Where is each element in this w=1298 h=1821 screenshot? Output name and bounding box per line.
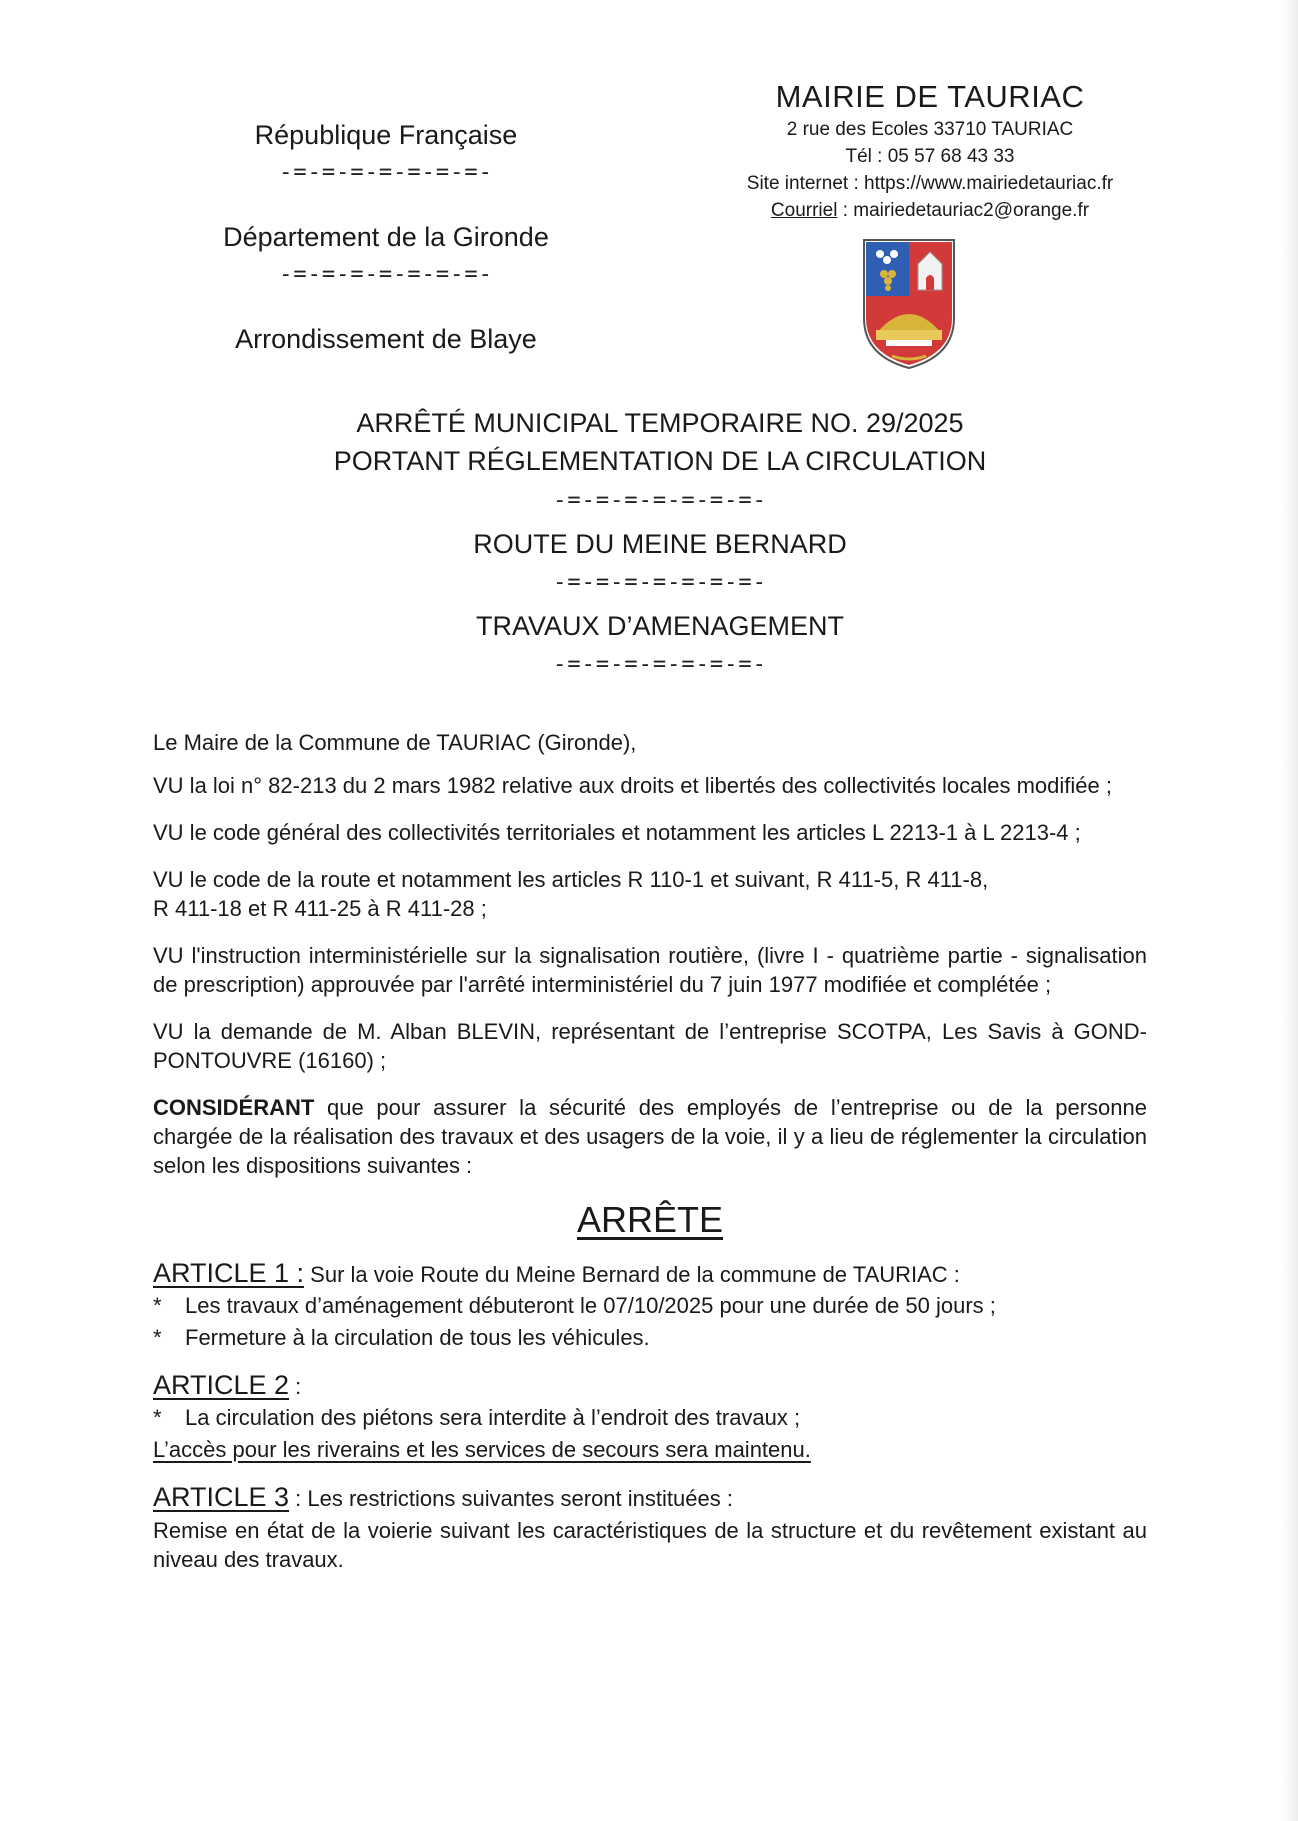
considerant-paragraph (153, 1093, 1147, 1180)
vu-paragraph (153, 818, 1147, 847)
vu-paragraph (153, 865, 1147, 923)
vu-text: la demande de M. Alban BLEVIN, représentant de l’entreprise SCOTPA, Les Savis à GOND-PONTOUVRE (16160) ; (153, 1019, 1147, 1073)
arrete-title-line2: PORTANT RÉGLEMENTATION DE LA CIRCULATION (333, 446, 987, 476)
article-3 (153, 1482, 1147, 1574)
works-type: TRAVAUX D’AMENAGEMENT (475, 611, 845, 641)
email-label: Courriel (770, 200, 838, 221)
article-1-bullet (153, 1322, 1147, 1354)
mairie-email (690, 197, 1170, 224)
article-2-colon: : (289, 1374, 302, 1399)
header-separator: -=-=-=-=-=-=-=- (279, 262, 493, 287)
article-2-header (153, 1370, 1147, 1402)
vu-keyword: VU (153, 773, 184, 798)
vu-keyword: VU (153, 1019, 184, 1044)
article-1-bullet (153, 1290, 1147, 1322)
article-1-text: de la commune de TAURIAC : (659, 1262, 960, 1287)
article-2-note: L’accès pour les riverains et les services de secours sera maintenu. (153, 1437, 811, 1462)
vu-keyword: VU (153, 867, 184, 892)
intro-line: Le Maire de la Commune de TAURIAC (Gironde), (153, 730, 637, 755)
bullet-text: Les travaux d’aménagement débuteront le 07/10/2025 pour une durée de 50 jours ; (185, 1293, 996, 1318)
article-1-label: ARTICLE 1 : (153, 1258, 305, 1288)
vu-text: l'instruction interministérielle sur la signalisation routière, (livre I - quatrième partie - signalisation de prescription) approuvée par l'arrêté interministériel du 7 juin 1977 modifiée et complétée ; (153, 943, 1147, 997)
bullet-text: Fermeture à la circulation de tous les véhicules. (185, 1325, 650, 1350)
title-separator: -=-=-=-=-=-=-=- (553, 570, 767, 595)
arrondissement-label: Arrondissement de Blaye (235, 324, 537, 354)
header-right (690, 78, 1170, 224)
vu-paragraph (153, 941, 1147, 999)
article-1-text: Sur la voie (304, 1262, 421, 1287)
bullet-star: * (153, 1405, 162, 1430)
bullet-text: La circulation des piétons sera interdite à l’endroit des travaux ; (185, 1405, 801, 1430)
article-2-bullet (153, 1402, 1147, 1434)
arrete-heading: ARRÊTE (576, 1199, 724, 1240)
header-separator: -=-=-=-=-=-=-=- (279, 160, 493, 185)
article-1 (153, 1258, 1147, 1354)
email-value: : mairiedetauriac2@orange.fr (837, 200, 1090, 221)
article-2-label: ARTICLE 2 (153, 1370, 290, 1400)
road-name: ROUTE DU MEINE BERNARD (473, 529, 847, 559)
article-1-road: Route du Meine Bernard (420, 1262, 660, 1287)
vu-paragraph (153, 1017, 1147, 1075)
arrete-body (153, 728, 1147, 1590)
considerant-keyword: CONSIDÉRANT (153, 1095, 315, 1120)
mairie-website: Site internet : https://www.mairiedetauriac.fr (746, 173, 1114, 194)
bullet-star: * (153, 1325, 162, 1350)
header-left (200, 118, 572, 356)
vu-text: la loi n° 82-213 du 2 mars 1982 relative aux droits et libertés des collectivités locales modifiée ; (183, 773, 1112, 798)
article-3-paragraph: Remise en état de la voierie suivant les caractéristiques de la structure et du revêtement existant au niveau des travaux. (153, 1518, 1147, 1572)
article-2 (153, 1370, 1147, 1466)
scan-edge-shadow (1280, 0, 1298, 1821)
country-label: République Française (254, 120, 518, 150)
department-label: Département de la Gironde (223, 222, 549, 252)
vu-text: le code général des collectivités territoriales et notamment les articles L 2213-1 à L 2213-4 ; (183, 820, 1081, 845)
arrete-title-block (250, 404, 1070, 690)
mairie-title: MAIRIE DE TAURIAC (775, 79, 1085, 114)
article-3-label: ARTICLE 3 (153, 1482, 290, 1512)
vu-text: R 411-18 et R 411-25 à R 411-28 ; (153, 896, 487, 921)
vu-text: le code de la route et notamment les articles R 110-1 et suivant, R 411-5, R 411-8, (183, 867, 989, 892)
bullet-star: * (153, 1293, 162, 1318)
arrete-title-line1: ARRÊTÉ MUNICIPAL TEMPORAIRE NO. 29/2025 (356, 408, 964, 438)
title-separator: -=-=-=-=-=-=-=- (553, 488, 767, 513)
tauriac-coat-of-arms-icon (862, 238, 956, 370)
article-3-text: : Les restrictions suivantes seront instituées : (289, 1486, 733, 1511)
vu-keyword: VU (153, 943, 184, 968)
article-3-header (153, 1482, 1147, 1514)
vu-keyword: VU (153, 820, 184, 845)
mairie-address: 2 rue des Ecoles 33710 TAURIAC (786, 119, 1074, 140)
title-separator: -=-=-=-=-=-=-=- (553, 652, 767, 677)
vu-paragraph (153, 771, 1147, 800)
article-1-header (153, 1258, 1147, 1290)
considerant-text: que pour assurer la sécurité des employés de l’entreprise ou de la personne chargée de la réalisation des travaux et des usagers de la voie, il y a lieu de réglementer la circulation selon les dispositions suivantes : (153, 1095, 1147, 1178)
mairie-phone: Tél : 05 57 68 43 33 (845, 146, 1015, 167)
